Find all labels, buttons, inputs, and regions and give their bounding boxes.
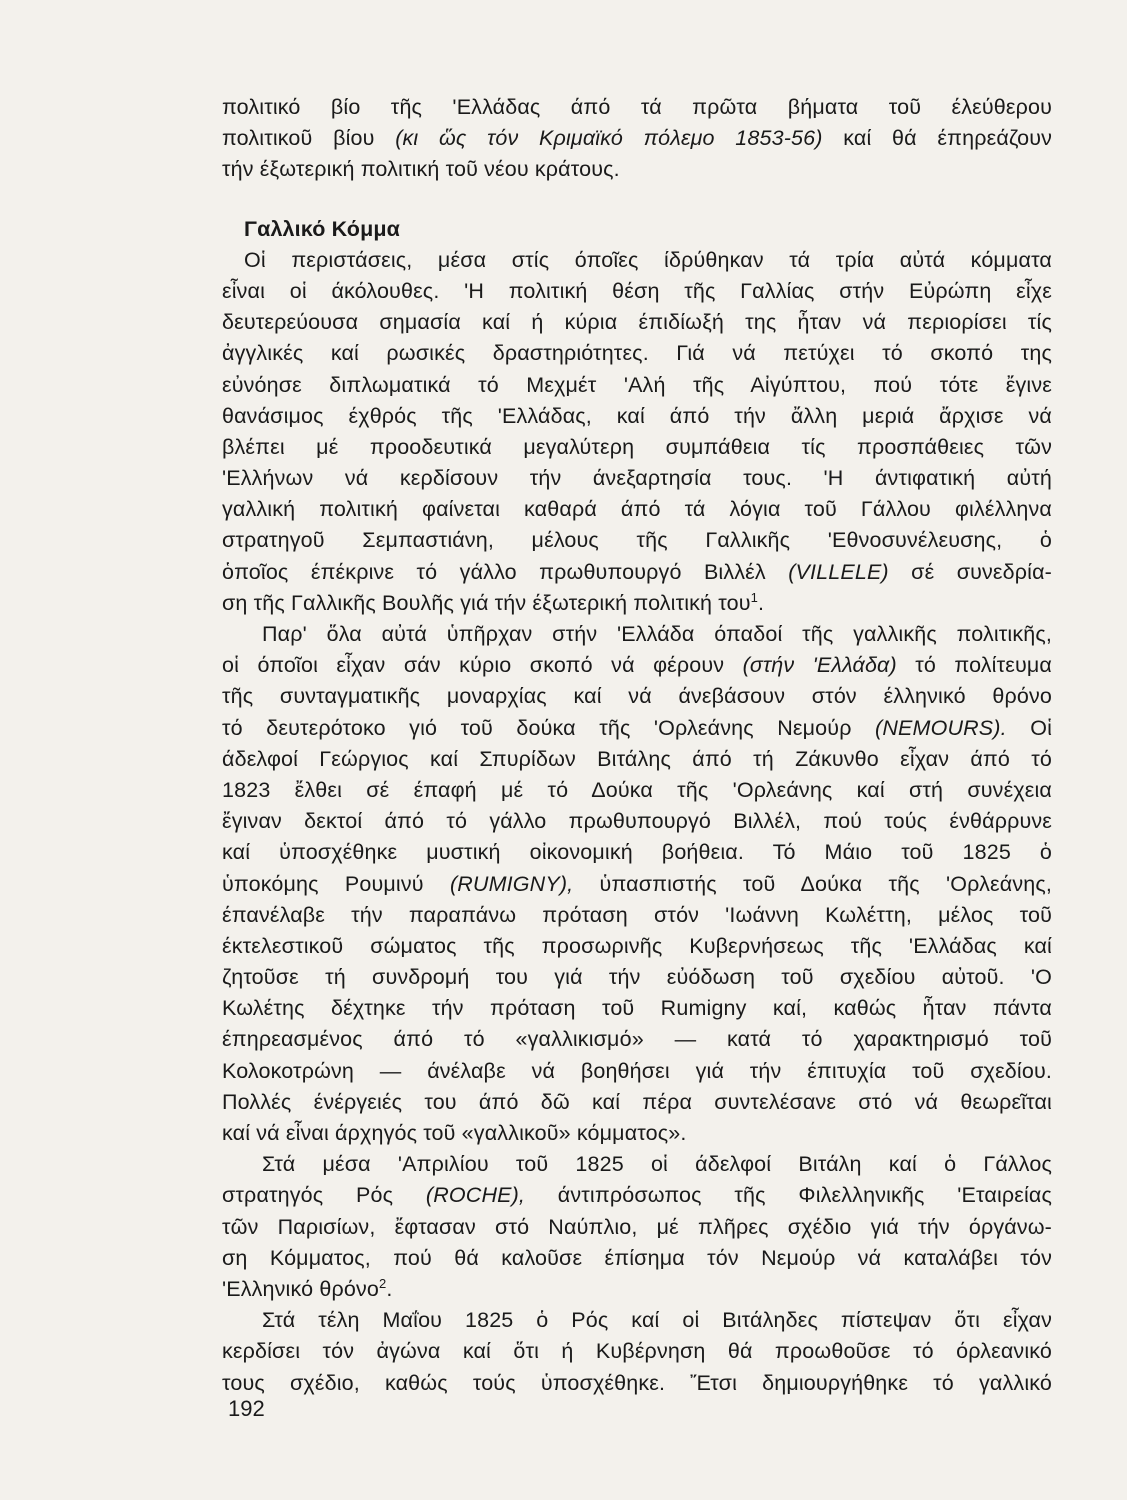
text-line: τῆς συνταγματικῆς μοναρχίας καί νά άνεβάσουν στόν έλληνικό θρόνο: [222, 684, 1052, 709]
text-line: έπηρεασμένος άπό τό «γαλλικισμό» — κατά τό χαρακτηρισμό τοῦ: [222, 1027, 1052, 1052]
text-line: άδελφοί Γεώργιος καί Σπυρίδων Βιτάλης άπό τή Ζάκυνθο εἶχαν άπό τό: [222, 746, 1052, 771]
text-run: οἱ όποῖοι εἶχαν σάν κύριο σκοπό νά φέρουν: [222, 653, 743, 678]
text-line: Οἱ περιστάσεις, μέσα στίς όποῖες ίδρύθηκαν τά τρία αὐτά κόμματα: [244, 247, 1052, 272]
italic-run: (RUMIGNY),: [449, 871, 574, 896]
italic-run: (ROCHE),: [425, 1183, 526, 1208]
text-line: εὐνόησε διπλωματικά τό Μεχμέτ 'Αλή τῆς Αἰγύπτου, πού τότε ἔγινε: [222, 372, 1052, 397]
italic-run: (VILLELE): [788, 559, 889, 584]
text-line: [222, 713, 1052, 744]
text-line: [222, 869, 1052, 900]
text-line: Κολοκοτρώνη — άνέλαβε νά βοηθήσει γιά τήν έπιτυχία τοῦ σχεδίου.: [222, 1058, 1052, 1083]
text-run: Οἱ: [1006, 715, 1052, 740]
text-line: Στά τέλη Μαΐου 1825 ὁ Ρός καί οἱ Βιτάληδες πίστεψαν ὅτι εἶχαν: [262, 1308, 1052, 1333]
text-line: γαλλική πολιτική φαίνεται καθαρά άπό τά λόγια τοῦ Γάλλου φιλέλληνα: [222, 497, 1052, 522]
italic-run: (κι ὥς τόν Κριμαϊκό πόλεμο 1853-56): [395, 126, 823, 151]
text-line: έκτελεστικοῦ σώματος τῆς προσωρινῆς Κυβερνήσεως τῆς 'Ελλάδας καί: [222, 933, 1052, 958]
text-run: .: [758, 590, 765, 615]
text-run: πολιτικοῦ βίου: [222, 126, 396, 151]
footnote-ref: 2: [378, 1275, 387, 1291]
text-run: .: [386, 1276, 393, 1301]
text-line: τήν έξωτερική πολιτική τοῦ νέου κράτους.: [222, 157, 620, 182]
text-run: ση τῆς Γαλλικῆς Βουλῆς γιά τήν έξωτερική πολιτική του: [222, 590, 751, 615]
text-line: πολιτικό βίο τῆς 'Ελλάδας άπό τά πρῶτα βήματα τοῦ έλεύθερου: [222, 95, 1052, 119]
body-text: [222, 92, 1052, 1399]
text-run: ὑπασπιστής τοῦ Δούκα τῆς 'Ορλεάνης,: [573, 871, 1052, 896]
text-line: τους σχέδιο, καθώς τούς ὑποσχέθηκε. Ἔτσι δημιουργήθηκε τό γαλλικό: [222, 1370, 1052, 1395]
text-line: κερδίσει τόν ἀγώνα καί ὅτι ή Κυβέρνηση θά προωθοῦσε τό όρλεανικό: [222, 1339, 1052, 1364]
text-line: Στά μέσα 'Απριλίου τοῦ 1825 οἱ άδελφοί Βιτάλη καί ὁ Γάλλος: [262, 1152, 1052, 1177]
text-line: [222, 650, 1052, 681]
text-line: ἀγγλικές καί ρωσικές δραστηριότητες. Γιά νά πετύχει τό σκοπό της: [222, 341, 1052, 366]
text-line: Πολλές ένέργειές του άπό δῶ καί πέρα συντελέσανε στό νά θεωρεῖται: [222, 1089, 1052, 1114]
text-run: άντιπρόσωπος τῆς Φιλελληνικῆς 'Εταιρείας: [525, 1183, 1053, 1208]
text-line: [222, 588, 1052, 619]
text-line: τῶν Παρισίων, ἔφτασαν στό Ναύπλιο, μέ πλῆρες σχέδιο γιά τήν όργάνω-: [222, 1214, 1052, 1239]
text-run: σέ συνεδρία-: [888, 559, 1052, 584]
text-line: βλέπει μέ προοδευτικά μεγαλύτερη συμπάθεια τίς προσπάθειες τῶν: [222, 434, 1052, 459]
text-line: εἶναι οἱ άκόλουθες. 'Η πολιτική θέση τῆς Γαλλίας στήν Εὐρώπη εἶχε: [222, 278, 1052, 303]
text-line: δευτερεύουσα σημασία καί ή κύρια έπιδίωξή της ἦταν νά περιορίσει τίς: [222, 310, 1052, 335]
text-line: 'Ελλήνων νά κερδίσουν τήν άνεξαρτησία τους. 'Η άντιφατική αὐτή: [222, 466, 1052, 491]
text-run: στρατηγός Ρός: [222, 1183, 426, 1208]
italic-run: (NEMOURS).: [875, 715, 1007, 740]
text-line: [222, 123, 1052, 154]
page-number: 192: [228, 1396, 265, 1421]
text-line: έπανέλαβε τήν παραπάνω πρόταση στόν 'Ιωάννη Κωλέττη, μέλος τοῦ: [222, 902, 1052, 927]
text-line: 1823 ἔλθει σέ έπαφή μέ τό Δούκα τῆς 'Ορλεάνης καί στή συνέχεια: [222, 777, 1052, 802]
text-line: Παρ' ὅλα αὐτά ὑπῆρχαν στήν 'Ελλάδα όπαδοί τῆς γαλλικῆς πολιτικῆς,: [262, 622, 1052, 646]
text-line: ση Κόμματος, πού θά καλοῦσε έπίσημα τόν Νεμούρ νά καταλάβει τόν: [222, 1245, 1052, 1270]
footnote-ref: 1: [750, 589, 759, 605]
text-line: ἔγιναν δεκτοί άπό τό γάλλο πρωθυπουργό Βιλλέλ, πού τούς ένθάρρυνε: [222, 809, 1052, 834]
text-run: καί θά έπηρεάζουν: [822, 126, 1053, 151]
text-line: [222, 1180, 1052, 1211]
text-run: ὑποκόμης Ρουμινύ: [222, 871, 450, 896]
text-line: Κωλέτης δέχτηκε τήν πρόταση τοῦ Rumigny καί, καθώς ἦταν πάντα: [222, 996, 1052, 1021]
italic-run: (στήν 'Ελλάδα): [742, 653, 897, 678]
text-run: 'Ελληνικό θρόνο: [222, 1276, 379, 1301]
text-run: τό πολίτευμα: [896, 653, 1052, 678]
text-line: [222, 557, 1052, 588]
text-line: θανάσιμος έχθρός τῆς 'Ελλάδας, καί άπό τήν ἄλλη μεριά ἄρχισε νά: [222, 403, 1052, 428]
section-heading: Γαλλικό Κόμμα: [244, 216, 401, 241]
text-line: καί νά εἶναι άρχηγός τοῦ «γαλλικοῦ» κόμματος».: [222, 1121, 687, 1145]
text-line: [222, 1274, 1052, 1305]
text-line: ζητοῦσε τή συνδρομή του γιά τήν εὐόδωση τοῦ σχεδίου αὐτοῦ. 'Ο: [222, 965, 1052, 990]
text-line: καί ὑποσχέθηκε μυστική οἰκονομική βοήθεια. Τό Μάιο τοῦ 1825 ὁ: [222, 840, 1052, 865]
text-run: ὁποῖος έπέκρινε τό γάλλο πρωθυπουργό Βιλλέλ: [222, 559, 789, 584]
text-line: στρατηγοῦ Σεμπαστιάνη, μέλους τῆς Γαλλικῆς 'Εθνοσυνέλευσης, ὁ: [222, 528, 1052, 553]
text-run: τό δευτερότοκο γιό τοῦ δούκα τῆς 'Ορλεάνης Νεμούρ: [222, 715, 876, 740]
